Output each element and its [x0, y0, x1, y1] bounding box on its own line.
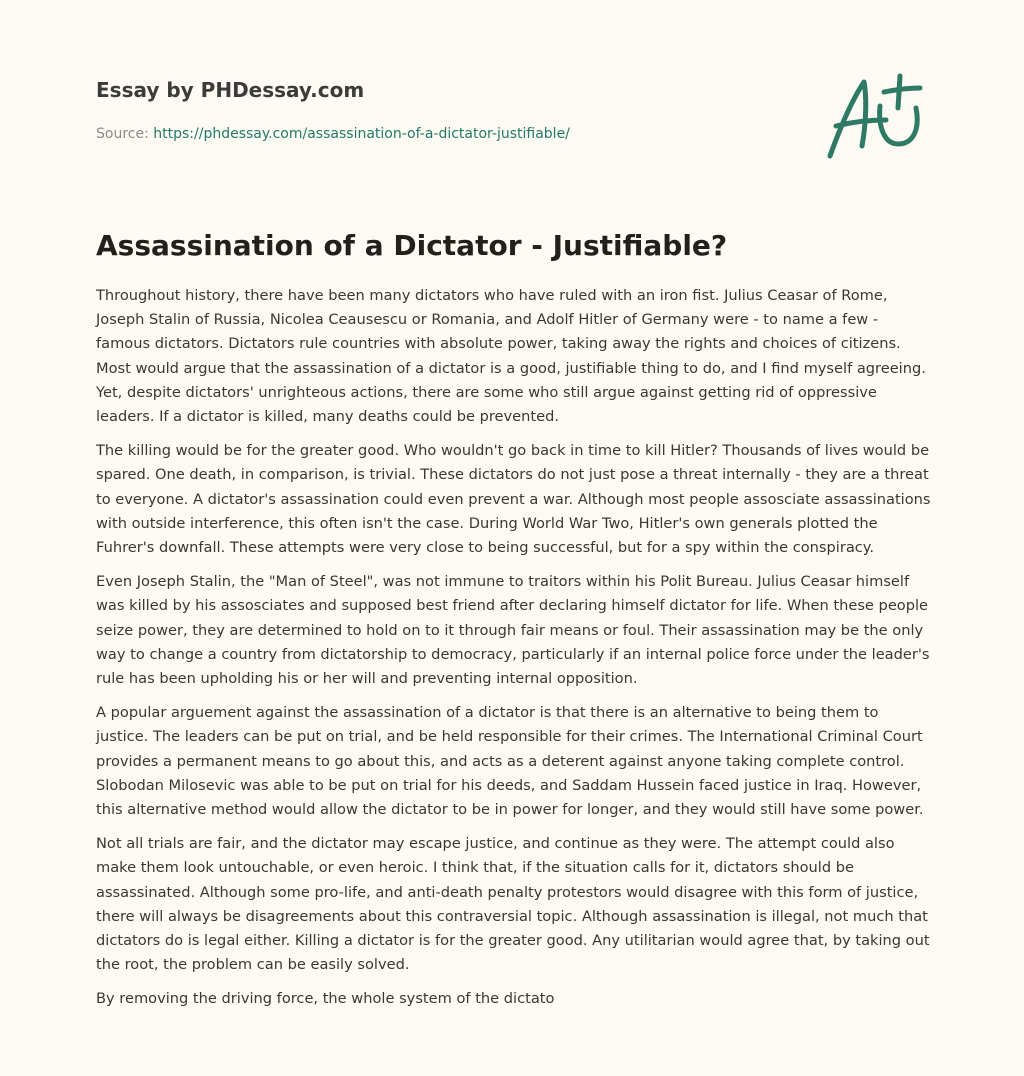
source-link[interactable]: https://phdessay.com/assassination-of-a-dictator-justifiable/: [153, 126, 570, 142]
essay-header: [96, 76, 796, 144]
paragraph: Throughout history, there have been many dictators who have ruled with an iron fist. Julius Ceasar of Rome, Joseph Stalin of Russia, Nicolea Ceausescu or Romania, and Adolf Hitler of Germany were - to name a few - famous dictators. Dictators rule countries with absolute power, taking away the rights and choices of citizens. Most would argue that the assassination of a dictator is a good, justifiable thing to do, and I find myself agreeing. Yet, despite dictators' unrighteous actions, there are some who still argue against getting rid of oppressive leaders. If a dictator is killed, many deaths could be prevented.: [96, 287, 926, 426]
essay-title: Assassination of a Dictator - Justifiable?: [96, 229, 728, 262]
source-label: Source:: [96, 126, 149, 142]
paragraph: The killing would be for the greater good. Who wouldn't go back in time to kill Hitler? Thousands of lives would be spared. One death, in comparison, is trivial. These dictators do not just pose a threat internally - they are a threat to everyone. A dictator's assassination could even prevent a war. Although most people assosciate assassinations with outside interference, this often isn't the case. During World War Two, Hitler's own generals plotted the Fuhrer's downfall. These attempts were very close to being successful, but for a spy within the conspiracy.: [96, 442, 931, 557]
paragraph: By removing the driving force, the whole system of the dictato: [96, 990, 555, 1008]
paragraph: Even Joseph Stalin, the "Man of Steel", was not immune to traitors within his Polit Bureau. Julius Ceasar himself was killed by his assosciates and supposed best friend after declaring himself dictator for life. When these people seize power, they are determined to hold on to it through fair means or foul. Their assassination may be the only way to change a country from dictatorship to democracy, particularly if an internal police force under the leader's rule has been upholding his or her will and preventing internal opposition.: [96, 573, 930, 688]
a-plus-grade-icon: [822, 68, 926, 164]
site-brand: Essay by PHDessay.com: [96, 78, 365, 102]
paragraph: Not all trials are fair, and the dictator may escape justice, and continue as they were. The attempt could also make them look untouchable, or even heroic. I think that, if the situation calls for it, dictators should be assassinated. Although some pro-life, and anti-death penalty protestors would disagree with this form of justice, there will always be disagreements about this contraversial topic. Although assassination is illegal, not much that dictators do is legal either. Killing a dictator is for the greater good. Any utilitarian would agree that, by taking out the root, the problem can be easily solved.: [96, 835, 930, 974]
essay-body: [96, 284, 932, 1022]
source-line: [96, 124, 796, 144]
paragraph: A popular arguement against the assassination of a dictator is that there is an alternative to being them to justice. The leaders can be put on trial, and be held responsible for their crimes. The International Criminal Court provides a permanent means to go about this, and acts as a deterent against anyone taking complete control. Slobodan Milosevic was able to be put on trial for his deeds, and Saddam Hussein faced justice in Iraq. However, this alternative method would allow the dictator to be in power for longer, and they would still have some power.: [96, 704, 924, 819]
